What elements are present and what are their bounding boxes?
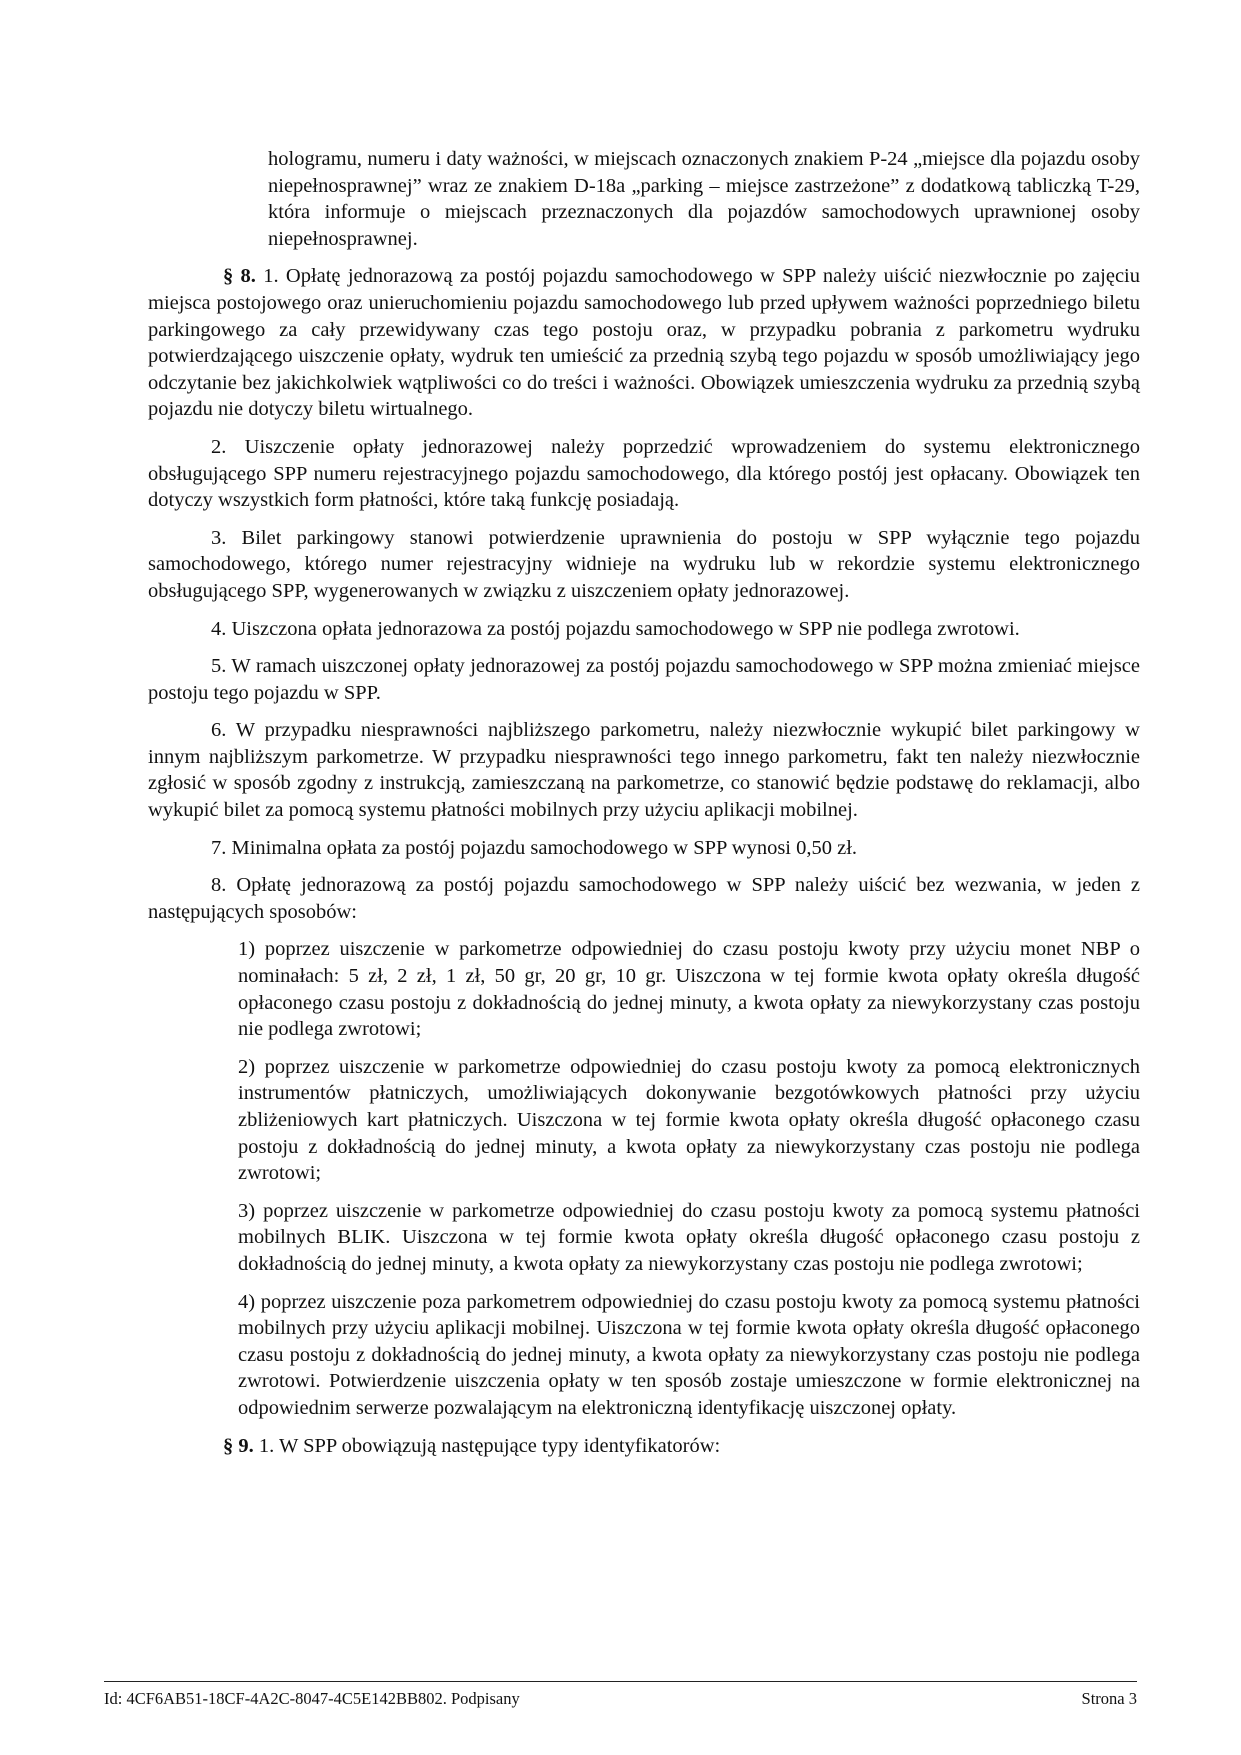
- section-8-paragraph-2: 2. Uiszczenie opłaty jednorazowej należy poprzedzić wprowadzeniem do systemu elektronicznego obsługującego SPP numeru rejestracyjnego pojazdu samochodowego, dla którego postój jest opłacany. Obowiązek ten dotyczy wszystkich form płatności, które taką funkcję posiadają.: [148, 435, 1140, 512]
- section-9-paragraph-1: [148, 1433, 1140, 1460]
- document-body: [148, 146, 1140, 1470]
- section-8-p1-text: 1. Opłatę jednorazową za postój pojazdu samochodowego w SPP należy uiścić niezwłocznie po zajęciu miejsca postojowego oraz unieruchomieniu pojazdu samochodowego lub przed upływem ważności poprzedniego biletu parkingowego za cały przewidywany czas tego postoju oraz, w przypadku pobrania z parkometru wydruku potwierdzającego uiszczenie opłaty, wydruk ten umieścić za przednią szybą tego pojazdu w sposób umożliwiający jego odczytanie bez jakichkolwiek wątpliwości co do treści i ważności. Obowiązek umieszczenia wydruku za przednią szybą pojazdu nie dotyczy biletu wirtualnego.: [148, 265, 1141, 421]
- section-8-paragraph-6: 6. W przypadku niesprawności najbliższego parkometru, należy niezwłocznie wykupić bilet parkingowy w innym najbliższym parkometrze. W przypadku niesprawności tego innego parkometru, fakt ten należy niezwłocznie zgłosić w sposób zgodny z instrukcją, zamieszczaną na parkometrze, co stanowić będzie podstawę do reklamacji, albo wykupić bilet za pomocą systemu płatności mobilnych przy użyciu aplikacji mobilnej.: [148, 719, 1140, 822]
- section-8-paragraph-8: 8. Opłatę jednorazową za postój pojazdu samochodowego w SPP należy uiścić bez wezwania, w jeden z następujących sposobów:: [148, 874, 1140, 923]
- page-number: Strona 3: [1081, 1689, 1137, 1708]
- section-8-paragraph-4: 4. Uiszczona opłata jednorazowa za postój pojazdu samochodowego w SPP nie podlega zwrotowi.: [211, 617, 1020, 640]
- continuation-paragraph: hologramu, numeru i daty ważności, w miejscach oznaczonych znakiem P-24 „miejsce dla pojazdu osoby niepełnosprawnej” wraz ze znakiem D-18a „parking – miejsce zastrzeżone” z dodatkową tabliczką T-29, która informuje o miejscach przeznaczonych dla pojazdów samochodowych uprawnionej osoby niepełnosprawnej.: [268, 148, 1140, 250]
- document-id: Id: 4CF6AB51-18CF-4A2C-8047-4C5E142BB802. Podpisany: [104, 1689, 520, 1708]
- payment-method-item-1: 1) poprzez uiszczenie w parkometrze odpowiedniej do czasu postoju kwoty przy użyciu monet NBP o nominałach: 5 zł, 2 zł, 1 zł, 50 gr, 20 gr, 10 gr. Uiszczona w tej formie kwota opłaty określa długość opłaconego czasu postoju z dokładnością do jednej minuty, a kwota opłaty za niewykorzystany czas postoju nie podlega zwrotowi;: [238, 938, 1140, 1041]
- section-9-p1-text: 1. W SPP obowiązują następujące typy identyfikatorów:: [258, 1434, 721, 1457]
- payment-method-item-3: 3) poprzez uiszczenie w parkometrze odpowiedniej do czasu postoju kwoty za pomocą systemu płatności mobilnych BLIK. Uiszczona w tej formie kwota opłaty określa długość opłaconego czasu postoju z dokładnością do jednej minuty, a kwota opłaty za niewykorzystany czas postoju nie podlega zwrotowi;: [238, 1199, 1140, 1275]
- section-8-paragraph-7: 7. Minimalna opłata za postój pojazdu samochodowego w SPP wynosi 0,50 zł.: [211, 836, 858, 859]
- section-9-label: § 9.: [223, 1434, 254, 1457]
- payment-method-item-4: 4) poprzez uiszczenie poza parkometrem odpowiedniej do czasu postoju kwoty za pomocą systemu płatności mobilnych przy użyciu aplikacji mobilnej. Uiszczona w tej formie kwota opłaty określa długość opłaconego czasu postoju z dokładnością do jednej minuty, a kwota opłaty za niewykorzystany czas postoju nie podlega zwrotowi. Potwierdzenie uiszczenia opłaty w ten sposób zostaje umieszczone w formie elektronicznej na odpowiednim serwerze pozwalającym na elektroniczną identyfikację uiszczonej opłaty.: [238, 1290, 1140, 1419]
- payment-method-item-2: 2) poprzez uiszczenie w parkometrze odpowiedniej do czasu postoju kwoty za pomocą elektronicznych instrumentów płatniczych, umożliwiających dokonywanie bezgotówkowych płatności przy użyciu zbliżeniowych kart płatniczych. Uiszczona w tej formie kwota opłaty określa długość opłaconego czasu postoju z dokładnością do jednej minuty, a kwota opłaty za niewykorzystany czas postoju nie podlega zwrotowi;: [238, 1055, 1140, 1185]
- page-footer: [104, 1688, 1137, 1710]
- section-8-paragraph-5: 5. W ramach uiszczonej opłaty jednorazowej za postój pojazdu samochodowego w SPP można zmieniać miejsce postoju tego pojazdu w SPP.: [148, 655, 1140, 704]
- section-8-label: § 8.: [223, 265, 256, 288]
- section-8-paragraph-1: [148, 263, 1140, 423]
- footer-divider: [104, 1681, 1137, 1682]
- section-8-paragraph-3: 3. Bilet parkingowy stanowi potwierdzenie uprawnienia do postoju w SPP wyłącznie tego pojazdu samochodowego, którego numer rejestracyjny widnieje na wydruku lub w rekordzie systemu elektronicznego obsługującego SPP, wygenerowanych w związku z uiszczeniem opłaty jednorazowej.: [148, 526, 1140, 602]
